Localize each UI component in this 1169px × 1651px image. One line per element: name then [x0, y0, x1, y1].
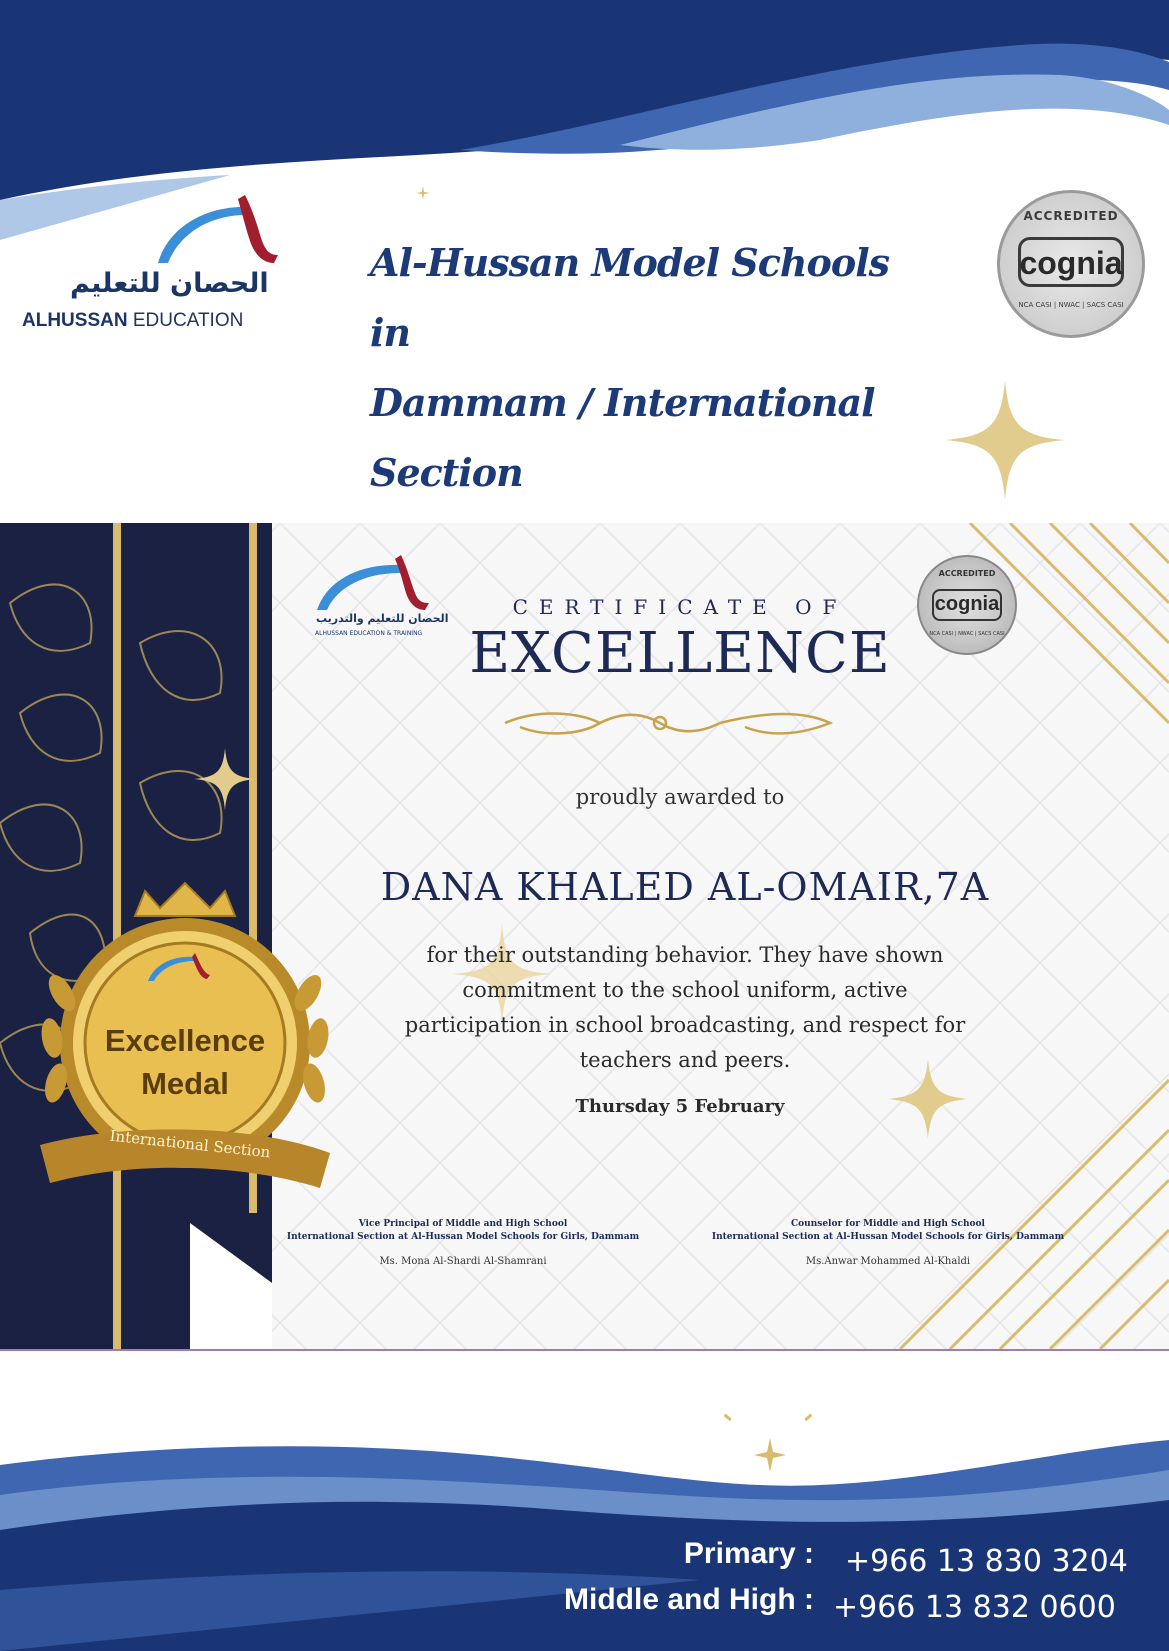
sparkle-icon [945, 380, 1065, 500]
award-date: Thursday 5 February [575, 1096, 785, 1117]
primary-phone: +966 13 830 3204 [845, 1544, 1128, 1579]
cognia-accreditation-badge [997, 190, 1145, 338]
certificate-heading-big: EXCELLENCE [469, 621, 891, 686]
recipient-name: DANA KHALED AL-OMAIR,7A [380, 865, 990, 909]
certificate-logo-english: ALHUSSAN EDUCATION & TRAINING [315, 630, 423, 637]
certificate [0, 523, 1169, 1351]
middle-high-phone: +966 13 832 0600 [833, 1590, 1116, 1625]
certificate-logo-arabic: الحصان للتعليم والتدريب [316, 612, 449, 625]
signature-counselor [703, 1218, 1073, 1267]
middle-high-label: Middle and High : [564, 1583, 814, 1616]
school-title [370, 228, 930, 508]
signature-name: Ms.Anwar Mohammed Al-Khaldi [805, 1256, 971, 1267]
reason-line: for their outstanding behavior. They have shown [426, 943, 944, 967]
signature-title-line2: International Section at Al-Hussan Model Schools for Girls, Dammam [711, 1232, 1065, 1242]
medal-ribbon-text: International Section [108, 1126, 272, 1162]
logo-english-bold: ALHUSSAN [22, 310, 128, 331]
certificate-cognia-subtext: NCA CASI | NWAC | SACS CASI [929, 631, 1005, 637]
award-reason [360, 938, 1010, 1078]
school-title-line1: Al-Hussan Model Schools in [370, 240, 890, 355]
cognia-accredited-text: ACCREDITED [1023, 209, 1119, 223]
header-logo-english [22, 310, 243, 332]
reason-line: participation in school broadcasting, and respect for [404, 1013, 966, 1037]
school-title-line2: Dammam / International Section [370, 380, 875, 495]
certificate-heading-small: CERTIFICATE OF [512, 595, 848, 619]
reason-line: teachers and peers. [579, 1048, 791, 1072]
reason-line: commitment to the school uniform, active [462, 978, 908, 1002]
header-logo-arabic: الحصان للتعليم [70, 268, 269, 299]
cognia-subtext: NCA CASI | NWAC | SACS CASI [1018, 301, 1124, 309]
certificate-cognia-brand: cognia [934, 593, 1000, 615]
certificate-logo-mark [315, 555, 435, 615]
signature-vice-principal [278, 1218, 648, 1267]
awarded-text: proudly awarded to [575, 785, 785, 809]
medal-text-line1: Excellence [104, 1023, 266, 1058]
primary-label: Primary : [683, 1537, 814, 1570]
signature-title-line2: International Section at Al-Hussan Model Schools for Girls, Dammam [286, 1232, 640, 1242]
signature-name: Ms. Mona Al-Shardi Al-Shamrani [379, 1256, 547, 1267]
logo-english-rest: EDUCATION [127, 310, 244, 331]
certificate-cognia-badge [917, 555, 1017, 655]
alhussan-logo-mark [150, 193, 280, 273]
small-sparkle-icon [416, 186, 430, 200]
certificate-cognia-accredited: ACCREDITED [938, 569, 996, 578]
signature-title-line1: Vice Principal of Middle and High School [358, 1219, 568, 1229]
signature-title-line1: Counselor for Middle and High School [791, 1219, 985, 1229]
medal-text-line2: Medal [141, 1066, 229, 1101]
cognia-brand: cognia [1019, 245, 1123, 281]
